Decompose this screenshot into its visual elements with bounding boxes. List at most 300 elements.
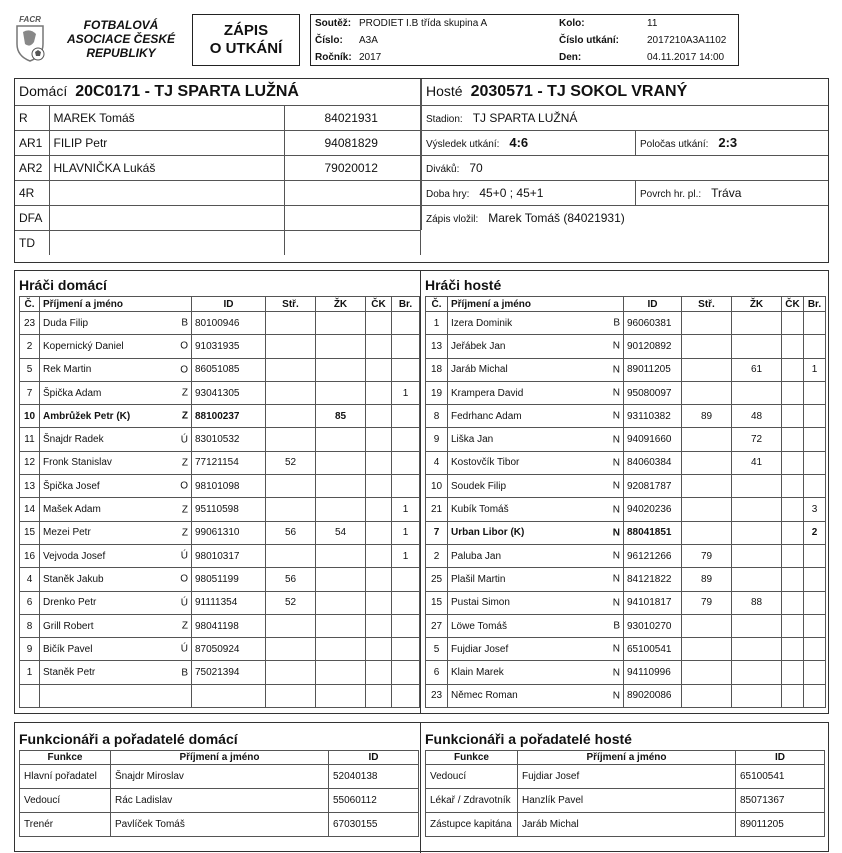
- soutez-label: Soutěž:: [315, 18, 352, 29]
- player-goals: [804, 568, 826, 591]
- player-substitution: [266, 312, 316, 335]
- player-position: N: [612, 643, 620, 655]
- player-yellow-card: [732, 335, 782, 358]
- player-goals: 1: [392, 381, 420, 404]
- player-yellow-card: [732, 544, 782, 567]
- player-substitution: [266, 638, 316, 661]
- player-id: 99061310: [192, 521, 266, 544]
- player-row: [20, 591, 420, 614]
- player-yellow-card: [316, 544, 366, 567]
- player-substitution: [682, 381, 732, 404]
- player-goals: [804, 544, 826, 567]
- player-name: [40, 568, 192, 591]
- official-role: Vedoucí: [426, 765, 518, 789]
- player-position: O: [180, 364, 188, 376]
- facr-crest-icon: [12, 14, 48, 64]
- player-goals: [804, 428, 826, 451]
- player-goals: [804, 661, 826, 684]
- player-row: [20, 684, 420, 707]
- player-name-text: Němec Roman: [451, 690, 518, 702]
- player-row: [426, 661, 826, 684]
- player-yellow-card: [316, 684, 366, 707]
- player-number: 15: [20, 521, 40, 544]
- player-id: [192, 684, 266, 707]
- official-role: Vedoucí: [20, 789, 111, 813]
- player-position: N: [612, 504, 620, 516]
- player-name: [40, 498, 192, 521]
- officials-divider: [420, 723, 421, 853]
- player-substitution: [266, 358, 316, 381]
- kolo-value: 11: [647, 18, 658, 29]
- player-red-card: [366, 684, 392, 707]
- official-row: [426, 813, 825, 837]
- official-id: 89011205: [736, 813, 825, 837]
- player-row: [426, 498, 826, 521]
- player-position: N: [612, 667, 620, 679]
- player-substitution: [266, 475, 316, 498]
- col-name: Příjmení a jméno: [40, 297, 192, 312]
- col-red-card: ČK: [782, 297, 804, 312]
- player-id: 98101098: [192, 475, 266, 498]
- official-row: [426, 765, 825, 789]
- player-red-card: [782, 568, 804, 591]
- player-row: [426, 312, 826, 335]
- referee-role: DFA: [15, 205, 49, 230]
- player-name-text: Liška Jan: [451, 434, 494, 446]
- col-number: Č.: [426, 297, 448, 312]
- away-label: Hosté: [426, 82, 463, 99]
- player-name: [40, 312, 192, 335]
- player-goals: [392, 638, 420, 661]
- player-goals: [804, 405, 826, 428]
- officials-home-title: Funkcionáři a pořadatelé domácí: [19, 731, 238, 747]
- player-yellow-card: [316, 428, 366, 451]
- player-position: N: [612, 527, 620, 539]
- col-yellow-card: ŽK: [732, 297, 782, 312]
- player-goals: 2: [804, 521, 826, 544]
- player-number: 12: [20, 451, 40, 474]
- match-info-box: [14, 78, 829, 263]
- player-row: [426, 335, 826, 358]
- player-goals: [804, 475, 826, 498]
- player-number: 27: [426, 614, 448, 637]
- official-row: [20, 765, 419, 789]
- player-row: [20, 638, 420, 661]
- player-name: [448, 451, 624, 474]
- player-yellow-card: [316, 638, 366, 661]
- player-row: [20, 521, 420, 544]
- official-name: Jaráb Michal: [518, 813, 736, 837]
- player-row: [20, 568, 420, 591]
- player-position: N: [612, 457, 620, 469]
- player-substitution: [266, 684, 316, 707]
- player-goals: [392, 684, 420, 707]
- stadion-value: TJ SPARTA LUŽNÁ: [472, 110, 578, 125]
- player-position: Z: [181, 410, 188, 422]
- player-id: 86051085: [192, 358, 266, 381]
- player-name-text: Fronk Stanislav: [43, 457, 112, 469]
- cislo-utkani-label: Číslo utkání:: [559, 35, 620, 46]
- player-red-card: [782, 358, 804, 381]
- officials-away-table: [425, 750, 825, 837]
- player-id: 93010270: [624, 614, 682, 637]
- player-row: [426, 521, 826, 544]
- player-name: [448, 684, 624, 707]
- player-position: Ú: [180, 550, 188, 562]
- player-name-text: Staněk Jakub: [43, 573, 104, 585]
- player-row: [20, 614, 420, 637]
- player-yellow-card: [732, 638, 782, 661]
- player-substitution: [266, 335, 316, 358]
- player-red-card: [366, 498, 392, 521]
- player-id: 87050924: [192, 638, 266, 661]
- player-name: [448, 335, 624, 358]
- col-goals: Br.: [392, 297, 420, 312]
- player-name-text: Mašek Adam: [43, 504, 101, 516]
- player-yellow-card: [316, 451, 366, 474]
- referee-id: 94081829: [284, 130, 421, 155]
- player-id: 95080097: [624, 381, 682, 404]
- player-id: 96060381: [624, 312, 682, 335]
- player-yellow-card: [732, 475, 782, 498]
- player-number: 23: [426, 684, 448, 707]
- player-position: N: [612, 364, 620, 376]
- player-row: [20, 428, 420, 451]
- player-name-text: Löwe Tomáš: [451, 620, 507, 632]
- player-yellow-card: [732, 521, 782, 544]
- player-row: [426, 405, 826, 428]
- player-position: Z: [181, 620, 188, 632]
- player-goals: 1: [392, 498, 420, 521]
- player-name: [40, 428, 192, 451]
- player-red-card: [366, 591, 392, 614]
- polocas-value: 2:3: [718, 135, 738, 150]
- cislo-value: A3A: [359, 35, 378, 46]
- doba-label: Doba hry:: [426, 188, 470, 200]
- player-id: 75021394: [192, 661, 266, 684]
- col-goals: Br.: [804, 297, 826, 312]
- player-number: 13: [426, 335, 448, 358]
- player-name: [448, 381, 624, 404]
- referee-role: AR2: [15, 155, 49, 180]
- player-red-card: [366, 358, 392, 381]
- player-red-card: [366, 451, 392, 474]
- player-id: 94020236: [624, 498, 682, 521]
- doc-title-1: ZÁPIS: [223, 22, 269, 39]
- player-goals: 3: [804, 498, 826, 521]
- players-box: [14, 270, 829, 714]
- player-name: [448, 544, 624, 567]
- player-name: [448, 568, 624, 591]
- player-yellow-card: 54: [316, 521, 366, 544]
- player-red-card: [366, 638, 392, 661]
- referee-role: AR1: [15, 130, 49, 155]
- divaku-label: Diváků:: [426, 163, 460, 175]
- player-row: [20, 475, 420, 498]
- player-position: N: [612, 387, 620, 399]
- player-position: N: [612, 690, 620, 702]
- player-substitution: 89: [682, 405, 732, 428]
- player-position: N: [612, 410, 620, 422]
- player-yellow-card: [732, 312, 782, 335]
- official-role: Trenér: [20, 813, 111, 837]
- den-value: 04.11.2017 14:00: [647, 52, 725, 63]
- player-number: 8: [426, 405, 448, 428]
- doc-title-2: O UTKÁNÍ: [209, 40, 283, 57]
- povrch-value: Tráva: [711, 185, 742, 200]
- official-id: 52040138: [329, 765, 419, 789]
- player-row: [426, 684, 826, 707]
- doc-title-box: [192, 14, 300, 66]
- player-red-card: [366, 521, 392, 544]
- player-name-text: Urban Libor (K): [451, 527, 525, 539]
- col-id: ID: [192, 297, 266, 312]
- player-substitution: 89: [682, 568, 732, 591]
- player-id: 94101817: [624, 591, 682, 614]
- player-position: N: [612, 480, 620, 492]
- player-number: 16: [20, 544, 40, 567]
- player-yellow-card: [732, 614, 782, 637]
- official-name: Fujdiar Josef: [518, 765, 736, 789]
- player-name: [40, 638, 192, 661]
- player-goals: [392, 312, 420, 335]
- player-red-card: [366, 568, 392, 591]
- player-name: [448, 521, 624, 544]
- player-id: 89020086: [624, 684, 682, 707]
- player-name-text: Fujdiar Josef: [451, 643, 509, 655]
- player-position: N: [612, 340, 620, 352]
- player-id: 84060384: [624, 451, 682, 474]
- player-number: 4: [426, 451, 448, 474]
- player-yellow-card: [316, 661, 366, 684]
- player-name-text: Pustai Simon: [451, 597, 510, 609]
- player-row: [426, 638, 826, 661]
- player-substitution: [682, 661, 732, 684]
- player-position: Ú: [180, 597, 188, 609]
- player-red-card: [366, 405, 392, 428]
- player-substitution: 56: [266, 521, 316, 544]
- player-red-card: [782, 335, 804, 358]
- player-red-card: [782, 521, 804, 544]
- player-id: 95110598: [192, 498, 266, 521]
- player-position: B: [181, 667, 188, 679]
- player-yellow-card: [732, 381, 782, 404]
- player-red-card: [782, 428, 804, 451]
- player-row: [426, 475, 826, 498]
- player-id: 88041851: [624, 521, 682, 544]
- povrch-label: Povrch hr. pl.:: [640, 188, 702, 200]
- referee-row: [15, 205, 421, 230]
- player-red-card: [782, 312, 804, 335]
- rocnik-label: Ročník:: [315, 52, 352, 63]
- official-name: Rác Ladislav: [111, 789, 329, 813]
- player-number: 9: [426, 428, 448, 451]
- cislo-utkani-value: 2017210A3A1102: [647, 35, 727, 46]
- zapis-value: Marek Tomáš (84021931): [488, 210, 625, 225]
- player-goals: [392, 335, 420, 358]
- player-red-card: [366, 614, 392, 637]
- player-position: Z: [181, 504, 188, 516]
- player-name: [448, 638, 624, 661]
- referee-row: [15, 180, 421, 205]
- player-substitution: [682, 498, 732, 521]
- player-substitution: [682, 451, 732, 474]
- col-number: Č.: [20, 297, 40, 312]
- player-row: [426, 381, 826, 404]
- player-red-card: [782, 498, 804, 521]
- logo-abbr: FACR: [19, 15, 41, 24]
- player-id: 98010317: [192, 544, 266, 567]
- player-row: [20, 358, 420, 381]
- player-yellow-card: [316, 614, 366, 637]
- facr-logo: [12, 14, 48, 64]
- player-number: 7: [20, 381, 40, 404]
- referee-id: [284, 180, 421, 205]
- player-red-card: [782, 614, 804, 637]
- player-number: 10: [20, 405, 40, 428]
- home-label: Domácí: [19, 82, 68, 99]
- player-yellow-card: [316, 568, 366, 591]
- player-red-card: [782, 638, 804, 661]
- soutez-value: PRODIET I.B třída skupina A: [359, 18, 488, 29]
- player-name: [448, 591, 624, 614]
- home-team: 20C0171 - TJ SPARTA LUŽNÁ: [75, 82, 299, 100]
- player-goals: [392, 614, 420, 637]
- player-name: [448, 614, 624, 637]
- player-name: [448, 428, 624, 451]
- player-name-text: Bičík Pavel: [43, 643, 93, 655]
- player-yellow-card: [316, 381, 366, 404]
- player-number: 25: [426, 568, 448, 591]
- player-name: [40, 451, 192, 474]
- player-red-card: [782, 405, 804, 428]
- player-goals: [804, 591, 826, 614]
- player-name-text: Drenko Petr: [43, 597, 97, 609]
- player-goals: 1: [804, 358, 826, 381]
- referee-row: [15, 230, 421, 255]
- player-goals: [804, 312, 826, 335]
- player-red-card: [782, 661, 804, 684]
- player-yellow-card: [316, 335, 366, 358]
- player-id: 98051199: [192, 568, 266, 591]
- officials-box: [14, 722, 829, 852]
- player-goals: [392, 405, 420, 428]
- player-id: 80100946: [192, 312, 266, 335]
- official-id: 65100541: [736, 765, 825, 789]
- player-name: [40, 614, 192, 637]
- player-red-card: [782, 591, 804, 614]
- zapis-label: Zápis vložil:: [426, 213, 479, 225]
- player-name-text: Fedrhanc Adam: [451, 410, 522, 422]
- player-yellow-card: [732, 498, 782, 521]
- player-substitution: 79: [682, 591, 732, 614]
- player-goals: [804, 451, 826, 474]
- player-red-card: [782, 451, 804, 474]
- player-yellow-card: [316, 475, 366, 498]
- player-name-text: Špička Adam: [43, 387, 102, 399]
- referee-name: [49, 230, 284, 255]
- official-name: Šnajdr Miroslav: [111, 765, 329, 789]
- player-substitution: [682, 358, 732, 381]
- player-name: [448, 661, 624, 684]
- player-red-card: [366, 661, 392, 684]
- referee-row: [15, 130, 421, 155]
- player-goals: [804, 638, 826, 661]
- org-name: [52, 18, 190, 60]
- player-goals: [392, 358, 420, 381]
- player-name-text: Soudek Filip: [451, 480, 507, 492]
- player-goals: [804, 381, 826, 404]
- player-name-text: Staněk Petr: [43, 667, 96, 679]
- player-number: 18: [426, 358, 448, 381]
- player-name: [40, 335, 192, 358]
- player-substitution: [266, 614, 316, 637]
- player-name-text: Kopernický Daniel: [43, 340, 124, 352]
- player-red-card: [782, 381, 804, 404]
- player-number: 19: [426, 381, 448, 404]
- player-position: N: [612, 434, 620, 446]
- player-name: [40, 381, 192, 404]
- player-row: [20, 661, 420, 684]
- player-yellow-card: [732, 684, 782, 707]
- player-number: 6: [426, 661, 448, 684]
- player-name-text: Šnajdr Radek: [43, 434, 104, 446]
- player-number: 23: [20, 312, 40, 335]
- player-position: Z: [181, 457, 188, 469]
- player-id: 89011205: [624, 358, 682, 381]
- official-row: [426, 789, 825, 813]
- player-red-card: [366, 312, 392, 335]
- col-substitution: Stř.: [266, 297, 316, 312]
- col-id: ID: [624, 297, 682, 312]
- player-name: [40, 684, 192, 707]
- player-name: [40, 591, 192, 614]
- player-yellow-card: 72: [732, 428, 782, 451]
- player-name: [40, 405, 192, 428]
- player-substitution: [682, 475, 732, 498]
- player-number: 4: [20, 568, 40, 591]
- player-name: [40, 358, 192, 381]
- player-substitution: 52: [266, 451, 316, 474]
- player-yellow-card: [316, 498, 366, 521]
- referee-id: [284, 230, 421, 255]
- official-row: [20, 789, 419, 813]
- player-goals: 1: [392, 544, 420, 567]
- player-substitution: [682, 335, 732, 358]
- player-row: [426, 428, 826, 451]
- player-name: [40, 661, 192, 684]
- player-goals: [392, 591, 420, 614]
- player-name-text: Mezei Petr: [43, 527, 91, 539]
- official-id: 67030155: [329, 813, 419, 837]
- official-name: Pavlíček Tomáš: [111, 813, 329, 837]
- player-red-card: [782, 544, 804, 567]
- official-role: Lékař / Zdravotník: [426, 789, 518, 813]
- player-name-text: Izera Dominik: [451, 317, 513, 329]
- player-position: O: [180, 480, 188, 492]
- player-name-text: Kostovčík Tibor: [451, 457, 520, 469]
- player-position: N: [612, 597, 620, 609]
- player-substitution: [266, 405, 316, 428]
- player-row: [20, 335, 420, 358]
- player-goals: [392, 428, 420, 451]
- player-name-text: Jeřábek Jan: [451, 340, 506, 352]
- player-number: 14: [20, 498, 40, 521]
- player-number: 6: [20, 591, 40, 614]
- player-yellow-card: [316, 358, 366, 381]
- player-number: 5: [20, 358, 40, 381]
- player-goals: [804, 614, 826, 637]
